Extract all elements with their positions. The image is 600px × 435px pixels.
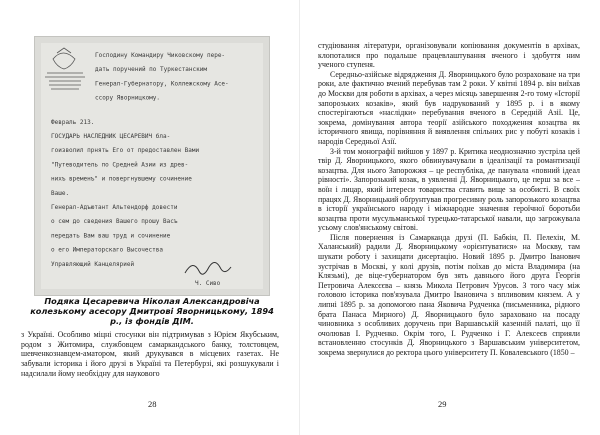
document-line: нихъ временъ" и повергнувшему сочинение <box>51 175 192 183</box>
paragraph: З-й том монографії вийшов у 1897 р. Критика неоднозначно зустріла цей твір Д. Яворницького, якого обвинувачували в ідеалізації та романтизації козацтва. Для нього Запорожжя – це республіка, де панувала «повний ідеал рівності». Запорозький козак, в уявленні Д. Яворницького, це перш за все – воїн і лицар, який інтереси товариства ставить вище за особисті. В своїх працях Д. Яворницький обґрунтував прогресивну роль запорозького козацтва в історії українського народу і міжнародне значення героїчної боротьби козацтва проти мусульманської турецько-татарської навали, що загрожувала усьому слов'янському світові. <box>318 146 580 233</box>
document-line: дать поручений по Туркестанским <box>95 66 207 74</box>
page-number-left: 28 <box>148 399 157 409</box>
document-line: Генерал-Губернатору, Коллежскому Асе- <box>95 80 229 88</box>
paragraph: студіювання літератури, організовували копіювання документів в архівах, клопоталися про подальше працевлаштування вченого і здобуття ним ученого ступеня. <box>318 41 580 70</box>
document-line: ГОСУДАРЬ НАСЛЕДНИК ЦЕСАРЕВИЧ бла- <box>51 133 171 140</box>
photo-caption: Подяка Цесаревича Ніколая Александровіча колезькому асесору Дмитрові Яворницькому, 1894 р., із фондів ДІМ. <box>30 296 274 327</box>
document-image <box>35 37 269 295</box>
document-line: Господину Командиру Чиковскому пере- <box>95 52 226 59</box>
right-body-text <box>318 41 580 358</box>
document-line: "Путеводитель по Средней Азии из древ- <box>51 161 189 169</box>
document-line: Февраль 213. <box>51 118 95 126</box>
document-line: Генерал-Адъютант Альтендорф довести <box>51 204 178 211</box>
paragraph: Середньо-азійське відрядження Д. Яворницького було розраховане на три роки, але фактично вчений перебував там 2 роки. У квітні 1894 р. він виїхав до Москви для роботи в архівах, а через місяць завершення 2-го тому «Історії запорозьких козаків», який був надрукований у 1895 р. і в якому спостерігаються «наслідки» перебування вченого в Середній Азії. Це, зокрема, домінування автора теорії азійського походження козацтва як історичного явища, порівняння й виявлення спільних рис у побуті козаків і народів Середньої Азії. <box>318 69 580 146</box>
document-line: передать Вам ваш труд и сочинение <box>51 232 171 240</box>
left-body-text: з Україні. Особливо міцні стосунки він підтримував з Юрієм Якубським, родом з Житомира, службовцем самаркандського банку, толстовцем, шевченкознавцем-аматором, який друкувався в місцевих газетах. Не забували історика і його друзі в Україні та Петербурзі, які розшукували і надсилали йому необхідну для наукового <box>21 330 279 378</box>
document-line: Управляющий Канцелярией <box>51 260 135 268</box>
document-line: гоизволил прнять Его от предоставлен Вами <box>51 147 200 155</box>
document-line: о сем до сведения Вашего прошу Васъ <box>51 218 178 226</box>
signature-text: Ч. Сиво <box>195 280 221 287</box>
page-number-right: 29 <box>438 399 447 409</box>
document-line: ссору Яворницкому. <box>95 94 161 102</box>
archival-document-photo <box>34 36 270 296</box>
paragraph: Після повернення із Самарканда друзі (П. Бабкін, П. Пелехін, М. Халанський) радили Д. Яворницькому «орієнтуватися» на Москву, там шукати роботу і захищати дисертацію. Новий 1895 р. Дмитро Іванович зустрічав в Москві, у колі друзів, потім поїхав до міста Владимира (на Клязьмі), де віце-губернатором був зять давнього його друга Георгія Петровича Алексєєва – князь Микола Петрович Урусов. З того часу між головою історика пов'язувала Дмитро Івановича з впливовим князем. А у липні 1895 р. за допомогою пана Яковича Рудченка (письменника, рідного брата Панаса Мирного) Д. Яворницького було зараховано на посаду чиновника з особливих доручень при Варшавській казенній палаті, що її очолював І. Рудченко. Окрім того, І. Рудченко і Г. Алексеєв сприяли встановленню стосунків Д. Яворницького з Варшавським університетом, зокрема звернулися до ректора цього університету П. Ковалевського (1850 – <box>318 232 580 357</box>
document-line: о его Императорскаго Высочества <box>51 246 163 254</box>
document-line: Ваше. <box>51 189 70 197</box>
right-page <box>300 0 600 435</box>
